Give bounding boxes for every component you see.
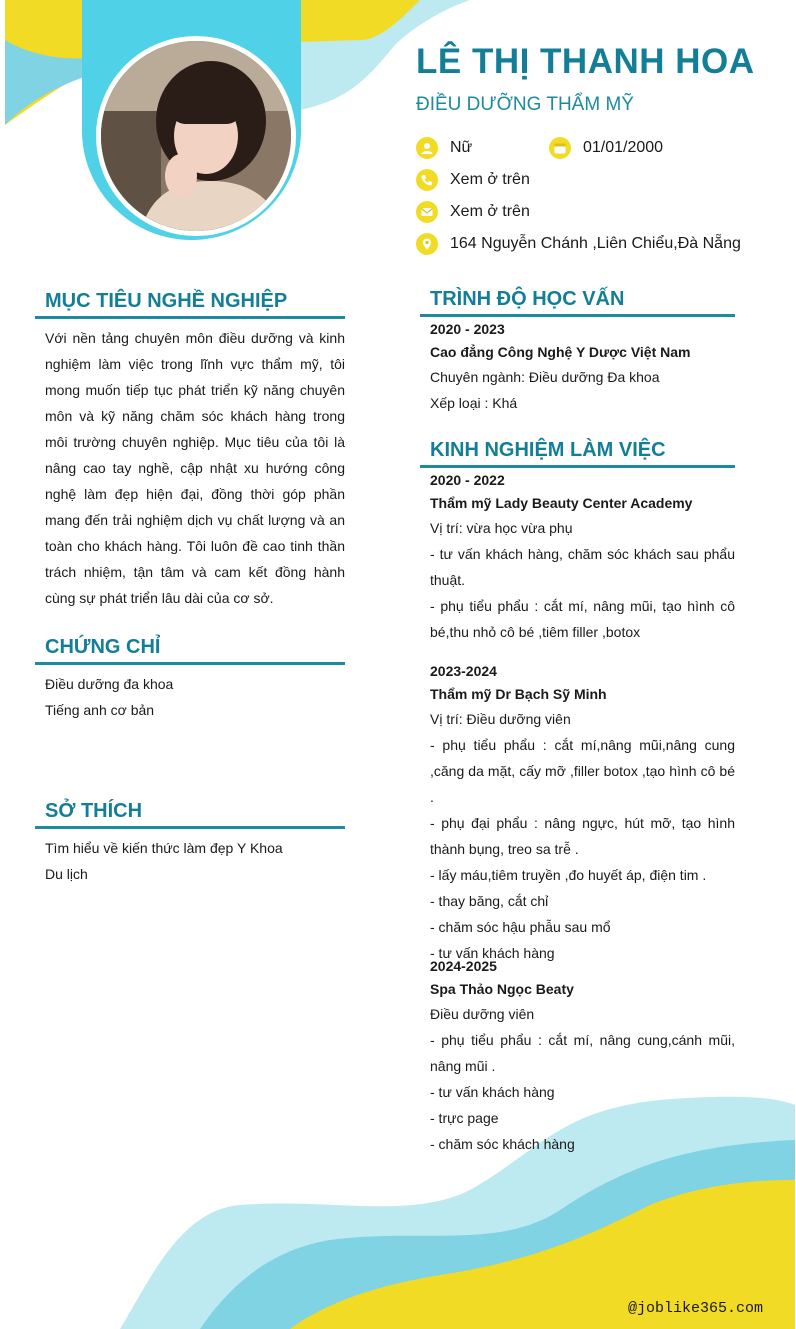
job-company: Thẩm mỹ Lady Beauty Center Academy bbox=[430, 495, 693, 511]
job-duty: - trực page bbox=[430, 1110, 499, 1126]
hobbies-divider bbox=[35, 826, 345, 829]
job-duty: - chăm sóc hậu phẫu sau mổ bbox=[430, 919, 611, 935]
email-row bbox=[416, 201, 530, 223]
job-duty: - phụ tiểu phẩu : cắt mí,nâng mũi,nâng cung ,căng da mặt, cấy mỡ ,filler botox ,tạo hình cô bé . bbox=[430, 737, 735, 805]
hobbies-heading: SỞ THÍCH bbox=[45, 800, 143, 822]
job-period: 2020 - 2022 bbox=[430, 472, 505, 488]
job-duty: - chăm sóc khách hàng bbox=[430, 1136, 575, 1152]
calendar-icon bbox=[549, 137, 571, 159]
hobbies-list bbox=[45, 835, 345, 887]
experience-heading: KINH NGHIỆM LÀM VIỆC bbox=[430, 439, 666, 461]
job-duties-list bbox=[430, 515, 735, 645]
avatar-illustration bbox=[101, 41, 291, 231]
job-duty: - tư vấn khách hàng, chăm sóc khách sau phẩu thuật. bbox=[430, 546, 735, 588]
job-duty: Vị trí: vừa học vừa phụ bbox=[430, 520, 573, 536]
certificates-divider bbox=[35, 662, 345, 665]
address-value: 164 Nguyễn Chánh ,Liên Chiểu,Đà Nẵng bbox=[450, 235, 741, 252]
job-company: Spa Thảo Ngọc Beaty bbox=[430, 981, 574, 997]
job-duty: - tư vấn khách hàng bbox=[430, 945, 555, 961]
job-title: ĐIỀU DƯỠNG THẨM MỸ bbox=[416, 94, 634, 115]
gender-row bbox=[416, 137, 472, 159]
job-period: 2024-2025 bbox=[430, 958, 497, 974]
education-divider bbox=[420, 314, 735, 317]
birthday-row bbox=[549, 137, 663, 159]
location-pin-icon bbox=[416, 233, 438, 255]
job-duty: - phụ đại phẩu : nâng ngực, hút mỡ, tạo hình thành bụng, treo sa trễ . bbox=[430, 815, 735, 857]
phone-row bbox=[416, 169, 530, 191]
job-duties-list bbox=[430, 706, 735, 966]
job-duty: - lấy máu,tiêm truyền ,đo huyết áp, điện tim . bbox=[430, 867, 707, 883]
education-period: 2020 - 2023 bbox=[430, 321, 505, 337]
gender-value: Nữ bbox=[450, 139, 473, 156]
education-heading: TRÌNH ĐỘ HỌC VẤN bbox=[430, 288, 625, 310]
objective-heading: MỤC TIÊU NGHỀ NGHIỆP bbox=[45, 290, 288, 312]
job-duty: - thay băng, cắt chỉ bbox=[430, 893, 549, 909]
education-school: Cao đẳng Công Nghệ Y Dược Việt Nam bbox=[430, 344, 691, 360]
envelope-icon bbox=[416, 201, 438, 223]
profile-photo bbox=[96, 36, 296, 236]
job-duty: - phụ tiểu phẩu : cắt mí, nâng cung,cánh mũi, nâng mũi . bbox=[430, 1032, 735, 1074]
address-row bbox=[416, 233, 741, 255]
job-period: 2023-2024 bbox=[430, 663, 497, 679]
birthday-value: 01/01/2000 bbox=[583, 139, 664, 156]
job-duty: - tư vấn khách hàng bbox=[430, 1084, 555, 1100]
phone-value: Xem ở trên bbox=[450, 171, 530, 188]
footer-watermark: @joblike365.com bbox=[627, 1300, 763, 1317]
hobby-item: Tìm hiểu về kiến thức làm đẹp Y Khoa bbox=[45, 840, 283, 856]
education-major: Chuyên ngành: Điều dưỡng Đa khoa bbox=[430, 369, 660, 385]
email-value: Xem ở trên bbox=[450, 203, 530, 220]
job-company: Thẩm mỹ Dr Bạch Sỹ Minh bbox=[430, 686, 607, 702]
education-rank: Xếp loại : Khá bbox=[430, 395, 518, 411]
job-duty: Vị trí: Điều dưỡng viên bbox=[430, 711, 571, 727]
job-duty: Điều dưỡng viên bbox=[430, 1006, 535, 1022]
objective-divider bbox=[35, 316, 345, 319]
experience-divider bbox=[420, 465, 735, 468]
certificates-heading: CHỨNG CHỈ bbox=[45, 636, 161, 658]
phone-icon bbox=[416, 169, 438, 191]
certificate-item: Điều dưỡng đa khoa bbox=[45, 676, 174, 692]
job-duty: - phụ tiểu phẩu : cắt mí, nâng mũi, tạo hình cô bé,thu nhỏ cô bé ,tiêm filler ,botox bbox=[430, 598, 735, 640]
certificate-item: Tiếng anh cơ bản bbox=[45, 702, 155, 718]
certificates-list bbox=[45, 671, 345, 723]
objective-text: Với nền tảng chuyên môn điều dưỡng và kinh nghiệm làm việc trong lĩnh vực thẩm mỹ, tôi mong muốn tiếp tục phát triển kỹ năng chuyên môn và kỹ năng chăm sóc khách hàng trong môi trường chuyên nghiệp. Mục tiêu của tôi là nâng cao tay nghề, cập nhật xu hướng công nghệ làm đẹp hiện đại, đồng thời góp phần mang đến trải nghiệm dịch vụ chất lượng và an toàn cho khách hàng. Tôi luôn đề cao tinh thần trách nhiệm, tận tâm và cam kết đồng hành cùng sự phát triển lâu dài của cơ sở. bbox=[45, 330, 345, 606]
person-icon bbox=[416, 137, 438, 159]
job-duties-list bbox=[430, 1001, 735, 1157]
candidate-name: LÊ THỊ THANH HOA bbox=[416, 42, 755, 81]
hobby-item: Du lịch bbox=[45, 866, 88, 882]
